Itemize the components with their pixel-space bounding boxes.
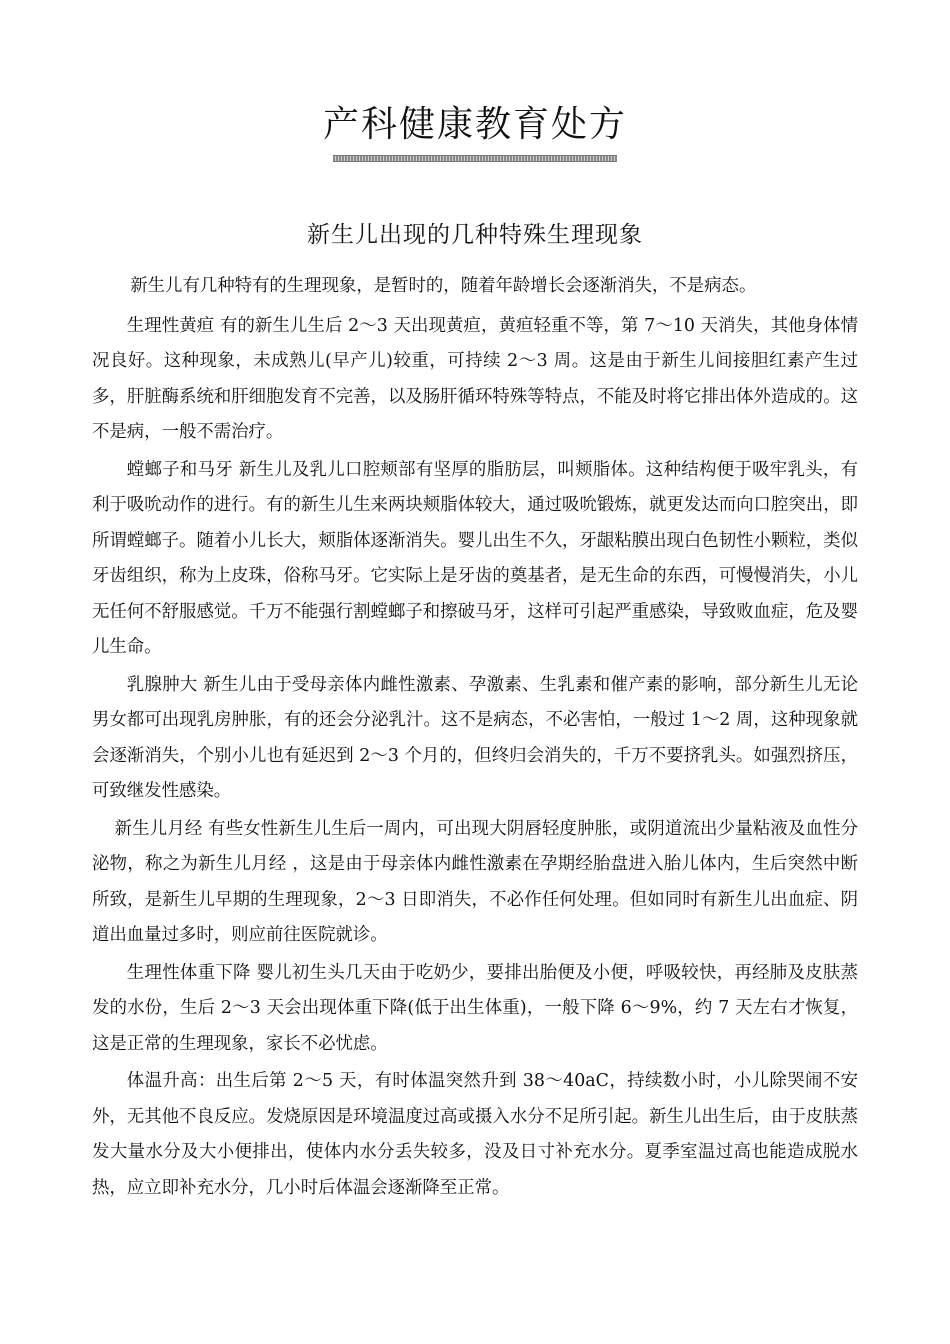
paragraph-breast-swelling: 乳腺肿大 新生儿由于受母亲体内雌性激素、孕激素、生乳素和催产素的影响，部分新生儿无论男女都可出现乳房肿胀，有的还会分泌乳汁。这不是病态，不必害怕，一般过 1～2 周，这种现象就会逐渐消失，个别小儿也有延迟到 2～3 个月的，但终归会消失的，千万不要挤乳头。如强烈挤压，可致继发性感染。: [92, 674, 858, 801]
paragraph-buccal-fat-and-epithelial-pearls: 螳螂子和马牙 新生儿及乳儿口腔颊部有坚厚的脂肪层，叫颊脂体。这种结构便于吸牢乳头，有利于吸吮动作的进行。有的新生儿生来两块颊脂体较大，通过吸吮锻炼，就更发达而向口腔突出，即所谓螳螂子。随着小儿长大，颊脂体逐渐消失。婴儿出生不久，牙龈粘膜出现白色韧性小颗粒，类似牙齿组织，称为上皮珠，俗称马牙。它实际上是牙齿的奠基者，是无生命的东西，可慢慢消失，小儿无任何不舒服感觉。千万不能强行割螳螂子和擦破马牙，这样可引起严重感染，导致败血症，危及婴儿生命。: [92, 459, 858, 657]
paragraph-jaundice: 生理性黄疸 有的新生儿生后 2～3 天出现黄疸，黄疸轻重不等，第 7～10 天消失，其他身体情况良好。这种现象，未成熟儿(早产儿)较重，可持续 2～3 周。这是由于新生儿间接胆红素产生过多，肝脏酶系统和肝细胞发育不完善，以及肠肝循环特殊等特点，不能及时将它排出体外造成的。这不是病，一般不需治疗。: [92, 315, 858, 442]
page-title: 产科健康教育处方: [322, 104, 627, 145]
paragraph-intro: 新生儿有几种特有的生理现象，是暂时的，随着年龄增长会逐渐消失，不是病态。: [130, 276, 757, 296]
paragraph-temperature-rise: 体温升高：出生后第 2～5 天，有时体温突然升到 38～40aC，持续数小时，小儿除哭闹不安外，无其他不良反应。发烧原因是环境温度过高或摄入水分不足所引起。新生儿出生后，由于皮肤蒸发大量水分及大小便排出，使体内水分丢失较多，没及日寸补充水分。夏季室温过高也能造成脱水热，应立即补充水分，几小时后体温会逐渐降至正常。: [92, 1071, 858, 1198]
title-block: [92, 100, 858, 162]
document-page: [92, 100, 858, 1208]
paragraph-weight-loss: 生理性体重下降 婴儿初生头几天由于吃奶少，要排出胎便及小便，呼吸较快，再经肺及皮肤蒸发的水份，生后 2～3 天会出现体重下降(低于出生体重)，一般下降 6～9%，约 7 天左右才恢复，这是正常的生理现象，家长不必忧虑。: [92, 962, 858, 1054]
title-underline: [333, 155, 617, 162]
paragraph-neonatal-menstruation: 新生儿月经 有些女性新生儿生后一周内，可出现大阴唇轻度肿胀，或阴道流出少量粘液及血性分泌物，称之为新生儿月经 ，这是由于母亲体内雌性激素在孕期经胎盘进入胎儿体内，生后突然中断所致，是新生儿早期的生理现象，2～3 日即消失，不必作任何处理。但如同时有新生儿出血症、阴道出血量过多时，则应前往医院就诊。: [92, 818, 858, 945]
section-title: 新生儿出现的几种特殊生理现象: [307, 222, 643, 248]
